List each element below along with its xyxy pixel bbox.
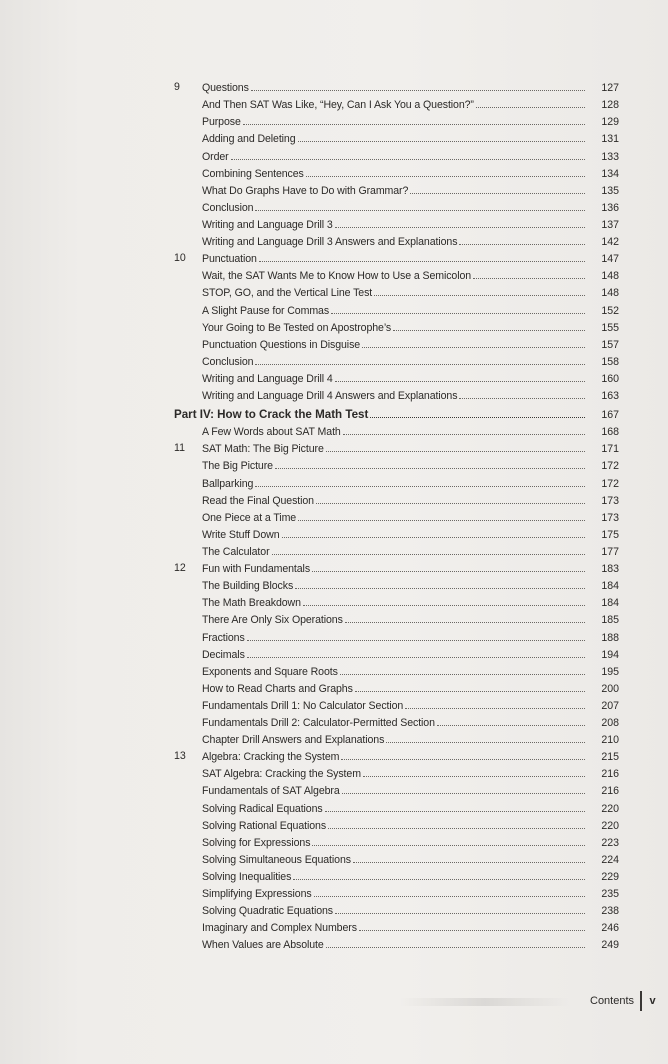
- toc-dot-leader: [326, 451, 585, 452]
- toc-page-number: 200: [601, 682, 619, 695]
- toc-entry: [174, 695, 619, 712]
- toc-entry: [174, 900, 619, 917]
- toc-entry: [174, 282, 619, 299]
- footer-page-number: v: [649, 995, 656, 1007]
- toc-page-number: 207: [601, 699, 619, 712]
- toc-dot-leader: [335, 913, 585, 914]
- toc-dot-leader: [251, 90, 585, 91]
- toc-entry-title: How to Read Charts and Graphs: [202, 682, 353, 695]
- toc-entry: [174, 472, 619, 489]
- toc-entry: [174, 180, 619, 197]
- toc-entry: [174, 231, 619, 248]
- toc-dot-leader: [362, 347, 585, 348]
- toc-entry: [174, 490, 619, 507]
- footer-section-label: Contents: [590, 995, 635, 1007]
- toc-entry: [174, 317, 619, 334]
- toc-entry-title: Combining Sentences: [202, 167, 304, 180]
- toc-page-number: 246: [601, 922, 619, 935]
- toc-entry: [174, 866, 619, 883]
- toc-chapter-number: 13: [174, 750, 186, 763]
- toc-entry: [174, 334, 619, 351]
- toc-entry-title: Punctuation: [202, 253, 257, 266]
- toc-dot-leader: [335, 381, 585, 382]
- toc-entry-title: Imaginary and Complex Numbers: [202, 922, 357, 935]
- toc-entry: [174, 712, 619, 729]
- toc-page-number: 188: [601, 631, 619, 644]
- toc-dot-leader: [363, 776, 585, 777]
- toc-chapter-number: 12: [174, 562, 186, 575]
- toc-page-number: 185: [601, 614, 619, 627]
- toc-entry: [174, 729, 619, 746]
- toc-page-number: 210: [601, 734, 619, 747]
- toc-page-number: 238: [601, 905, 619, 918]
- toc-dot-leader: [341, 759, 585, 760]
- toc-entry: [174, 77, 619, 94]
- toc-entry-title: Order: [202, 150, 229, 163]
- toc-entry: [174, 541, 619, 558]
- toc-page-number: 155: [601, 321, 619, 334]
- toc-entry: [174, 917, 619, 934]
- toc-entry: [174, 299, 619, 316]
- toc-page-number: 249: [601, 939, 619, 952]
- toc-page-number: 216: [601, 768, 619, 781]
- toc-page-number: 160: [601, 372, 619, 385]
- toc-page-number: 128: [601, 99, 619, 112]
- toc-entry-title: Fundamentals Drill 1: No Calculator Section: [202, 699, 404, 712]
- toc-entry-title: Ballparking: [202, 477, 254, 490]
- toc-entry-title: The Math Breakdown: [202, 597, 301, 610]
- toc-page-number: 171: [601, 443, 619, 456]
- toc-dot-leader: [325, 811, 585, 812]
- toc-page-number: 157: [601, 338, 619, 351]
- toc-dot-leader: [255, 210, 585, 211]
- toc-page-number: 168: [601, 426, 619, 439]
- toc-page-number: 147: [601, 253, 619, 266]
- toc-entry-title: Part IV: How to Crack the Math Test: [174, 408, 369, 422]
- toc-page-number: 184: [601, 597, 619, 610]
- toc-page-number: 172: [601, 460, 619, 473]
- toc-entry-title: Conclusion: [202, 201, 254, 214]
- toc-entry: [174, 265, 619, 282]
- toc-dot-leader: [459, 244, 585, 245]
- toc-page-number: 142: [601, 236, 619, 249]
- toc-entry-title: Purpose: [202, 116, 241, 129]
- toc-page-number: 127: [601, 82, 619, 95]
- toc-entry-title: Solving Inequalities: [202, 871, 292, 884]
- toc-entry: [174, 763, 619, 780]
- toc-entry-title: A Slight Pause for Commas: [202, 304, 330, 317]
- toc-page-number: 135: [601, 184, 619, 197]
- toc-entry: [174, 128, 619, 145]
- toc-entry: [174, 849, 619, 866]
- toc-dot-leader: [272, 554, 586, 555]
- toc-entry: [174, 592, 619, 609]
- toc-chapter-number: 11: [174, 442, 185, 455]
- toc-entry: [174, 524, 619, 541]
- toc-dot-leader: [345, 622, 585, 623]
- toc-dot-leader: [410, 193, 585, 194]
- toc-entry: [174, 575, 619, 592]
- toc-page-number: 148: [601, 287, 619, 300]
- toc-dot-leader: [359, 930, 585, 931]
- toc-page-number: 216: [601, 785, 619, 798]
- toc-dot-leader: [255, 486, 585, 487]
- toc-page-number: 134: [601, 167, 619, 180]
- toc-page-number: 163: [601, 390, 619, 403]
- footer-divider: [640, 991, 642, 1011]
- toc-dot-leader: [342, 793, 585, 794]
- toc-page-number: 235: [601, 888, 619, 901]
- toc-entry: [174, 746, 619, 763]
- toc-entry-title: Fun with Fundamentals: [202, 563, 311, 576]
- toc-entry-title: Adding and Deleting: [202, 133, 296, 146]
- toc-page-number: 215: [601, 751, 619, 764]
- toc-entry-title: Solving Rational Equations: [202, 819, 327, 832]
- toc-dot-leader: [243, 124, 585, 125]
- toc-dot-leader: [295, 588, 585, 589]
- toc-entry-title: Solving Simultaneous Equations: [202, 853, 351, 866]
- toc-entry-title: Write Stuff Down: [202, 528, 280, 541]
- toc-page-number: 129: [601, 116, 619, 129]
- toc-page-number: 208: [601, 717, 619, 730]
- page-footer: [590, 991, 656, 1011]
- toc-page-number: 137: [601, 218, 619, 231]
- toc-entry-title: A Few Words about SAT Math: [202, 426, 341, 439]
- toc-dot-leader: [282, 537, 586, 538]
- toc-entry-title: SAT Math: The Big Picture: [202, 443, 324, 456]
- toc-dot-leader: [353, 862, 585, 863]
- toc-dot-leader: [298, 141, 585, 142]
- toc-dot-leader: [259, 261, 585, 262]
- toc-dot-leader: [312, 845, 585, 846]
- toc-dot-leader: [298, 520, 585, 521]
- toc-entry: [174, 94, 619, 111]
- toc-dot-leader: [343, 434, 585, 435]
- toc-entry-title: Writing and Language Drill 3 Answers and Explanations: [202, 236, 458, 249]
- toc-page-number: 148: [601, 270, 619, 283]
- toc-entry-title: Your Going to Be Tested on Apostrophe’s: [202, 321, 392, 334]
- toc-entry: [174, 797, 619, 814]
- toc-dot-leader: [473, 278, 585, 279]
- toc-chapter-number: 10: [174, 252, 186, 265]
- toc-entry: [174, 214, 619, 231]
- toc-entry-title: There Are Only Six Operations: [202, 614, 343, 627]
- toc-page-number: 175: [601, 528, 619, 541]
- toc-entry-title: Writing and Language Drill 4 Answers and Explanations: [202, 390, 458, 403]
- toc-dot-leader: [393, 330, 585, 331]
- toc-entry-title: One Piece at a Time: [202, 511, 297, 524]
- toc-page-number: 173: [601, 511, 619, 524]
- toc-dot-leader: [231, 159, 585, 160]
- toc-entry-title: When Values are Absolute: [202, 939, 324, 952]
- toc-entry-title: What Do Graphs Have to Do with Grammar?: [202, 184, 409, 197]
- toc-page-number: 229: [601, 871, 619, 884]
- toc-entry: [174, 934, 619, 951]
- toc-entry-title: Writing and Language Drill 4: [202, 372, 333, 385]
- toc-entry: [174, 558, 619, 575]
- toc-dot-leader: [312, 571, 585, 572]
- toc-dot-leader: [476, 107, 585, 108]
- toc-dot-leader: [459, 398, 585, 399]
- toc-entry: [174, 609, 619, 626]
- toc-entry: [174, 626, 619, 643]
- toc-page-number: 183: [601, 563, 619, 576]
- toc-dot-leader: [370, 417, 585, 418]
- toc-entry: [174, 197, 619, 214]
- toc-entry-title: Questions: [202, 82, 249, 95]
- toc-dot-leader: [335, 227, 585, 228]
- toc-entry: [174, 421, 619, 438]
- toc-entry: [174, 678, 619, 695]
- toc-entry-title: Conclusion: [202, 355, 254, 368]
- toc-entry-title: The Big Picture: [202, 460, 273, 473]
- toc-dot-leader: [326, 947, 585, 948]
- toc-page-number: 195: [601, 665, 619, 678]
- toc-dot-leader: [247, 640, 585, 641]
- toc-page-number: 152: [601, 304, 619, 317]
- toc-dot-leader: [374, 295, 585, 296]
- toc-dot-leader: [316, 503, 585, 504]
- toc-entry-title: The Calculator: [202, 545, 270, 558]
- toc-dot-leader: [303, 605, 585, 606]
- toc-entry: [174, 455, 619, 472]
- toc-entry: [174, 438, 619, 455]
- toc-entry: [174, 163, 619, 180]
- table-of-contents: [174, 77, 619, 951]
- toc-entry: [174, 111, 619, 128]
- toc-entry-title: Fractions: [202, 631, 245, 644]
- toc-entry: [174, 351, 619, 368]
- toc-entry: [174, 644, 619, 661]
- toc-page-number: 194: [601, 648, 619, 661]
- toc-entry-title: SAT Algebra: Cracking the System: [202, 768, 361, 781]
- toc-entry-title: And Then SAT Was Like, “Hey, Can I Ask You a Question?”: [202, 99, 474, 112]
- toc-entry-title: Fundamentals of SAT Algebra: [202, 785, 340, 798]
- toc-entry: [174, 248, 619, 265]
- toc-dot-leader: [328, 828, 585, 829]
- toc-chapter-number: 9: [174, 81, 180, 94]
- toc-entry-title: Chapter Drill Answers and Explanations: [202, 734, 385, 747]
- toc-entry: [174, 507, 619, 524]
- toc-entry: [174, 661, 619, 678]
- toc-entry: [174, 780, 619, 797]
- toc-dot-leader: [355, 691, 585, 692]
- toc-page-number: 184: [601, 580, 619, 593]
- toc-entry: [174, 832, 619, 849]
- toc-page-number: 173: [601, 494, 619, 507]
- toc-entry-title: Solving Radical Equations: [202, 802, 323, 815]
- toc-dot-leader: [247, 657, 585, 658]
- toc-dot-leader: [255, 364, 585, 365]
- toc-entry: [174, 815, 619, 832]
- toc-entry: [174, 368, 619, 385]
- toc-page-number: 167: [601, 409, 619, 422]
- toc-part-heading: [174, 402, 619, 421]
- toc-dot-leader: [437, 725, 585, 726]
- toc-dot-leader: [306, 176, 585, 177]
- toc-entry-title: STOP, GO, and the Vertical Line Test: [202, 287, 373, 300]
- toc-page-number: 131: [601, 133, 619, 146]
- toc-page-number: 172: [601, 477, 619, 490]
- toc-entry: [174, 385, 619, 402]
- toc-dot-leader: [405, 708, 585, 709]
- toc-entry-title: Algebra: Cracking the System: [202, 751, 340, 764]
- toc-entry-title: Writing and Language Drill 3: [202, 218, 333, 231]
- toc-page-number: 220: [601, 819, 619, 832]
- toc-page-number: 158: [601, 355, 619, 368]
- toc-entry-title: The Building Blocks: [202, 580, 294, 593]
- toc-entry-title: Simplifying Expressions: [202, 888, 312, 901]
- toc-page-number: 223: [601, 836, 619, 849]
- toc-dot-leader: [293, 879, 585, 880]
- toc-page-number: 177: [601, 545, 619, 558]
- toc-entry: [174, 145, 619, 162]
- toc-dot-leader: [275, 468, 585, 469]
- toc-entry-title: Decimals: [202, 648, 245, 661]
- toc-page-number: 136: [601, 201, 619, 214]
- toc-dot-leader: [331, 313, 585, 314]
- toc-dot-leader: [386, 742, 585, 743]
- toc-entry-title: Punctuation Questions in Disguise: [202, 338, 361, 351]
- toc-page-number: 224: [601, 853, 619, 866]
- toc-entry-title: Fundamentals Drill 2: Calculator-Permitted Section: [202, 717, 435, 730]
- toc-page-number: 220: [601, 802, 619, 815]
- bleed-through-text: [400, 998, 570, 1006]
- toc-entry-title: Exponents and Square Roots: [202, 665, 338, 678]
- toc-entry-title: Solving for Expressions: [202, 836, 311, 849]
- toc-entry-title: Read the Final Question: [202, 494, 314, 507]
- toc-entry-title: Solving Quadratic Equations: [202, 905, 333, 918]
- toc-dot-leader: [340, 674, 585, 675]
- toc-page-number: 133: [601, 150, 619, 163]
- toc-entry-title: Wait, the SAT Wants Me to Know How to Use a Semicolon: [202, 270, 472, 283]
- toc-dot-leader: [314, 896, 585, 897]
- toc-entry: [174, 883, 619, 900]
